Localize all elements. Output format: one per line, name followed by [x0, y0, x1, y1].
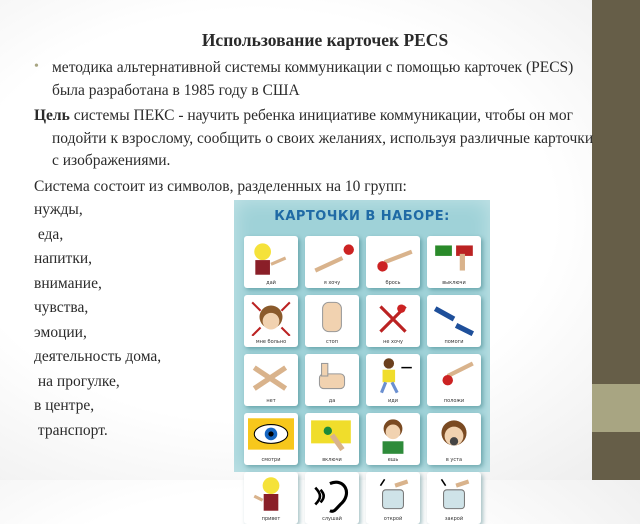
- hand-drop-icon: [370, 239, 416, 277]
- helping-hands-icon: [431, 298, 477, 336]
- group-item: эмоции,: [34, 323, 87, 341]
- card-caption: да: [328, 398, 336, 404]
- hello-child-icon: [248, 475, 294, 513]
- pecs-card: [366, 295, 420, 347]
- card-caption: открой: [383, 516, 403, 522]
- goal-label: Цель: [34, 107, 70, 124]
- card-caption: я хочу: [323, 280, 341, 286]
- bullet-item: [34, 57, 594, 102]
- card-caption: смотри: [261, 457, 281, 463]
- pecs-card: [305, 413, 359, 465]
- eating-icon: [370, 416, 416, 454]
- group-item: напитки,: [34, 250, 93, 267]
- pecs-card: [244, 236, 298, 288]
- card-caption: положи: [443, 398, 465, 404]
- pecs-card: [427, 295, 481, 347]
- walking-child-icon: [370, 357, 416, 395]
- pecs-card: [366, 236, 420, 288]
- thumbs-up-icon: [309, 357, 355, 395]
- card-caption: привет: [261, 516, 281, 522]
- goal-paragraph: [34, 105, 594, 173]
- card-caption: мне больно: [255, 339, 287, 345]
- group-item: нужды,: [34, 201, 83, 218]
- bullet-text: методика альтернативной системы коммуникации с помощью карточек (PECS) была разработана в 1985 году в США: [52, 59, 574, 99]
- figure-title: КАРТОЧКИ В НАБОРЕ:: [274, 209, 450, 224]
- hand-reaching-icon: [309, 239, 355, 277]
- pecs-card: [244, 413, 298, 465]
- card-caption: ешь: [387, 457, 399, 463]
- pecs-card: [244, 295, 298, 347]
- group-item: чувства,: [34, 299, 89, 316]
- press-button-icon: [309, 416, 355, 454]
- pecs-card: [427, 354, 481, 406]
- card-caption: стоп: [326, 339, 338, 345]
- group-item: деятельность дома,: [34, 348, 162, 365]
- side-bar-accent-band: [592, 384, 640, 432]
- pecs-cards-image: [234, 200, 490, 522]
- pecs-card: [305, 236, 359, 288]
- card-caption: не хочу: [383, 339, 403, 345]
- pecs-card: [366, 413, 420, 465]
- card-caption: брось: [385, 280, 401, 286]
- card-caption: слушай: [322, 516, 342, 522]
- card-caption: помоги: [444, 339, 464, 345]
- close-jar-icon: [431, 475, 477, 513]
- pecs-card: [427, 413, 481, 465]
- system-intro: Система состоит из символов, разделенных на 10 групп:: [34, 177, 407, 195]
- no-want-icon: [370, 298, 416, 336]
- pecs-card: [366, 354, 420, 406]
- group-item: в центре,: [34, 397, 95, 414]
- card-caption: выключи: [442, 280, 466, 286]
- cards-grid: [244, 236, 481, 524]
- pecs-card: [305, 354, 359, 406]
- put-down-icon: [431, 357, 477, 395]
- goal-text: системы ПЕКС - научить ребенка инициативе коммуникации, чтобы он мог подойти к взрослому, сообщить о своих желаниях, используя различные карточки с изображениями.: [52, 107, 594, 169]
- stop-hand-icon: [309, 298, 355, 336]
- group-item: внимание,: [34, 274, 102, 292]
- card-caption: иди: [388, 398, 398, 404]
- card-caption: включи: [322, 457, 342, 463]
- group-item: транспорт.: [34, 421, 108, 439]
- mouth-icon: [431, 416, 477, 454]
- card-caption: закрой: [444, 516, 464, 522]
- open-jar-icon: [370, 475, 416, 513]
- group-item: на прогулке,: [34, 372, 120, 390]
- group-item: еда,: [34, 225, 64, 243]
- crossed-hands-icon: [248, 357, 294, 395]
- card-caption: дай: [266, 280, 276, 286]
- pecs-card: [305, 295, 359, 347]
- ear-icon: [309, 475, 355, 513]
- slide-title: Использование карточек PECS: [201, 30, 449, 50]
- pecs-card: [427, 236, 481, 288]
- bullet-icon: •: [34, 59, 39, 74]
- eye-icon: [248, 416, 294, 454]
- switch-icon: [431, 239, 477, 277]
- hurt-child-icon: [248, 298, 294, 336]
- slide-side-bar: [592, 0, 640, 480]
- pecs-card: [244, 354, 298, 406]
- card-caption: нет: [266, 398, 276, 404]
- child-waving-icon: [248, 239, 294, 277]
- card-caption: в уста: [445, 457, 463, 463]
